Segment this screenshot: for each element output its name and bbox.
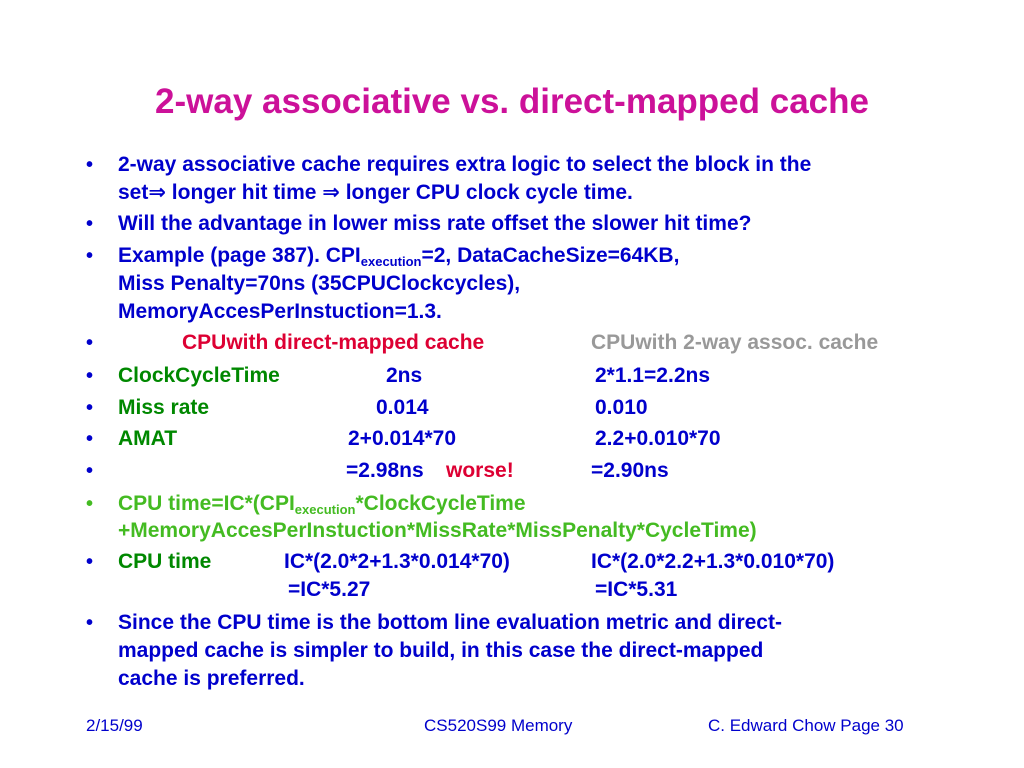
cpu-time-direct: IC*(2.0*2+1.3*0.014*70)	[284, 550, 510, 573]
conclusion-line-2: mapped cache is simpler to build, in this case the direct-mapped	[118, 639, 764, 662]
formula-suffix: *ClockCycleTime	[355, 492, 526, 515]
cpu-time-2way: IC*(2.0*2.2+1.3*0.010*70)	[591, 550, 835, 573]
bullet-symbol: •	[86, 365, 94, 387]
miss-rate-label: Miss rate	[118, 396, 210, 419]
bullet-symbol: •	[86, 428, 94, 450]
formula-prefix: CPU time=IC*(CPI	[118, 492, 295, 515]
bullet-symbol: •	[86, 612, 94, 634]
amat-2way: 2.2+0.010*70	[595, 427, 721, 450]
bullet-symbol: •	[86, 245, 94, 267]
bullet-2-text: Will the advantage in lower miss rate offset the slower hit time?	[118, 212, 752, 235]
clock-cycle-direct: 2ns	[386, 364, 423, 387]
footer-date: 2/15/99	[86, 716, 143, 735]
cpu-time-2way-result: =IC*5.31	[595, 578, 678, 601]
direct-mapped-header: CPUwith direct-mapped cache	[182, 331, 485, 354]
bullet-1-line-2: set⇒ longer hit time ⇒ longer CPU clock cycle time.	[118, 181, 633, 204]
example-prefix: Example (page 387). CPI	[118, 244, 361, 267]
cpi-subscript: execution	[360, 254, 422, 269]
formula-subscript: execution	[294, 502, 356, 517]
worse-label: worse!	[446, 459, 514, 482]
clock-cycle-2way: 2*1.1=2.2ns	[595, 364, 711, 387]
bullet-symbol: •	[86, 493, 94, 515]
cpu-time-formula-line-2: +MemoryAccesPerInstuction*MissRate*MissPenalty*CycleTime)	[118, 519, 757, 542]
bullet-3-line-2: Miss Penalty=70ns (35CPUClockcycles),	[118, 272, 521, 295]
clock-cycle-label: ClockCycleTime	[118, 364, 280, 387]
bullet-symbol: •	[86, 397, 94, 419]
slide-title: 2-way associative vs. direct-mapped cache	[155, 82, 869, 121]
amat-label: AMAT	[118, 427, 178, 450]
conclusion-line-1: Since the CPU time is the bottom line evaluation metric and direct-	[118, 611, 782, 634]
example-suffix: =2, DataCacheSize=64KB,	[421, 244, 680, 267]
footer-course: CS520S99 Memory	[424, 716, 573, 735]
bullet-symbol: •	[86, 154, 94, 176]
cpu-time-label: CPU time	[118, 550, 212, 573]
bullet-symbol: •	[86, 332, 94, 354]
bullet-symbol: •	[86, 551, 94, 573]
bullet-symbol: •	[86, 460, 94, 482]
footer-author: C. Edward Chow Page 30	[708, 716, 904, 735]
bullet-1-line-1: 2-way associative cache requires extra logic to select the block in the	[118, 153, 812, 176]
amat-direct: 2+0.014*70	[348, 427, 457, 450]
miss-rate-direct: 0.014	[376, 396, 429, 419]
cpu-time-direct-result: =IC*5.27	[288, 578, 371, 601]
miss-rate-2way: 0.010	[595, 396, 648, 419]
amat-2way-result: =2.90ns	[591, 459, 669, 482]
conclusion-line-3: cache is preferred.	[118, 667, 305, 690]
bullet-symbol: •	[86, 213, 94, 235]
two-way-header: CPUwith 2-way assoc. cache	[591, 331, 879, 354]
amat-direct-result: =2.98ns	[346, 459, 424, 482]
bullet-3-line-3: MemoryAccesPerInstuction=1.3.	[118, 300, 442, 323]
